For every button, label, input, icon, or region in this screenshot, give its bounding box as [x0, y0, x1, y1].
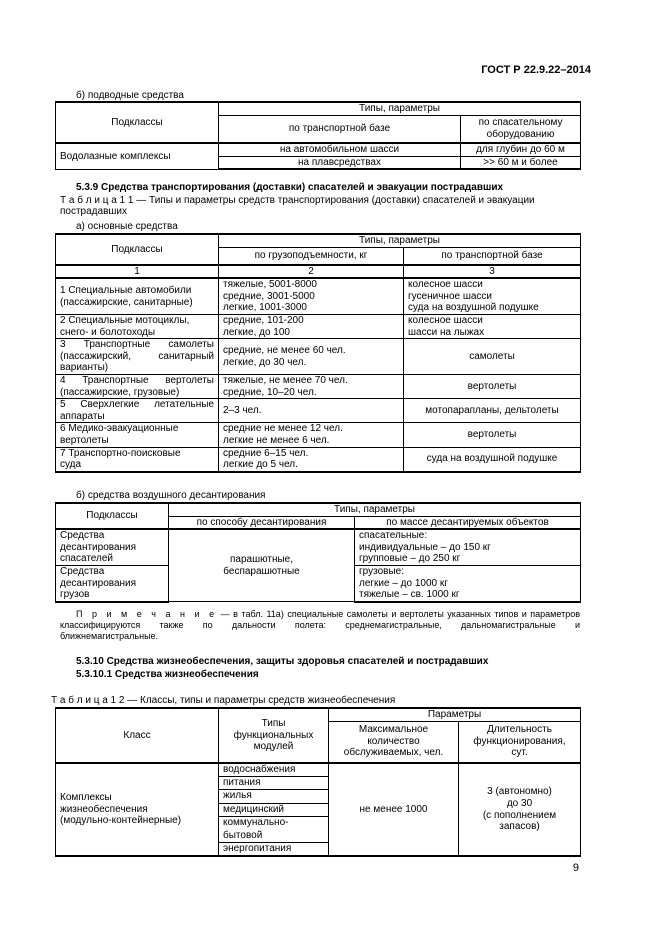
document-header: ГОСТ Р 22.9.22–2014	[481, 64, 591, 76]
cell-line: 1 Специальные автомобили	[60, 284, 192, 296]
cell-line: легкие, до 30 чел.	[223, 356, 307, 368]
cell-line: (модульно-контейнерные)	[60, 815, 182, 827]
table-row	[56, 374, 581, 398]
cell-line: средние не менее 12 чел.	[223, 423, 343, 435]
table-cell: на плавсредствах	[219, 156, 461, 169]
load-cell	[219, 339, 404, 375]
cell-line: Типы	[261, 717, 286, 729]
cell-line: Средства	[60, 530, 105, 542]
header-cell: Класс	[56, 708, 219, 763]
transport-table	[55, 233, 581, 473]
cell-line: вертолеты	[467, 380, 517, 392]
header-cell: по грузоподъемности, кг	[219, 247, 404, 265]
table-row	[56, 423, 581, 447]
table-row	[56, 314, 581, 338]
cell-line: колесное шасси	[408, 314, 483, 326]
note-line: ближнемагистральные.	[60, 630, 159, 641]
header-cell: по способу десантирования	[169, 516, 355, 529]
cell-line: легкие, 1001-3000	[223, 302, 307, 314]
cell-line: Комплексы	[60, 792, 112, 804]
table-title	[60, 195, 580, 217]
cell-line: количество	[367, 735, 420, 747]
header-cell: Подклассы	[56, 503, 169, 529]
header-cell: Типы, параметры	[219, 102, 581, 115]
cell-line: мотопарапланы, дельтолеты	[425, 404, 559, 416]
base-cell	[404, 314, 581, 338]
column-number: 1	[56, 265, 219, 279]
cell-line: парашютные,	[229, 554, 294, 566]
base-cell	[404, 278, 581, 314]
module-item: коммунально-бытовой	[219, 817, 328, 843]
table-cell: >> 60 м и более	[461, 156, 581, 169]
base-cell	[404, 374, 581, 398]
header-cell: по массе десантируемых объектов	[355, 516, 581, 529]
header-cell: Типы, параметры	[169, 503, 581, 516]
table-cell: не менее 1000	[329, 763, 459, 857]
cell-line: тяжелые, не менее 70 чел.	[223, 374, 348, 386]
header-cell: Подклассы	[56, 234, 219, 265]
row-name-cell	[56, 374, 219, 398]
cell-line: 2 Специальные мотоциклы,	[60, 314, 190, 326]
table-title-text: — Типы и параметры средств транспортирования (доставки) спасателей и эвакуации пострадавших	[60, 195, 535, 217]
row-name-cell	[56, 314, 219, 338]
table-row	[56, 278, 581, 314]
row-name-cell	[56, 399, 219, 423]
cell-line: 6 Медико-эвакуационные	[60, 423, 179, 435]
section-heading: 5.3.9 Средства транспортирования (доставки) спасателей и эвакуации пострадавших	[76, 182, 504, 193]
note-line	[76, 609, 580, 620]
module-item: энергопитания	[223, 843, 292, 855]
load-cell	[219, 423, 404, 447]
note	[76, 609, 580, 620]
row-name-cell	[56, 447, 219, 472]
cell-line: варианты)	[60, 362, 109, 374]
table-row	[56, 399, 581, 423]
module-item: водоснабжения	[219, 764, 328, 777]
module-item: жилья	[219, 790, 328, 803]
cell-line: грузовые:	[359, 565, 404, 577]
row-name-cell	[56, 278, 219, 314]
row-name-cell	[56, 423, 219, 447]
cell-line: вертолеты	[467, 429, 517, 441]
table-label: Т а б л и ц а 1 2	[51, 695, 125, 706]
cell-line: снего- и болотоходы	[60, 326, 156, 338]
cell-line: легкие не менее 6 чел.	[223, 434, 330, 446]
table-caption: а) основные средства	[76, 221, 178, 232]
cell-line: до 30	[506, 797, 533, 809]
cell-line: групповые – до 250 кг	[359, 553, 461, 565]
airdrop-table	[55, 502, 581, 603]
table-cell	[56, 763, 219, 857]
cell-line: тяжелые – св. 1000 кг	[359, 589, 460, 601]
cell-line: (пассажирский, санитарный	[60, 350, 214, 362]
cell-line: 3 Транспортные самолеты	[60, 339, 214, 351]
cell-line: Средства	[60, 565, 105, 577]
cell-line: шасси на лыжах	[408, 326, 485, 338]
cell-line: функциональных	[233, 729, 314, 741]
note-text: — в табл. 11а) специальные самолеты и вертолеты указанных типов и параметров	[217, 609, 580, 619]
row-name-cell	[56, 339, 219, 375]
section-heading: 5.3.10 Средства жизнеобеспечения, защиты здоровья спасателей и пострадавших	[76, 656, 489, 667]
cell-line: средние, 3001-5000	[223, 290, 315, 302]
cell-line: обслуживаемых, чел.	[343, 747, 444, 759]
header-cell: по транспортной базе	[404, 247, 581, 265]
table-row	[56, 339, 581, 375]
subsection-heading: 5.3.10.1 Средства жизнеобеспечения	[76, 669, 259, 680]
cell-line: аппараты	[60, 410, 105, 422]
table-cell	[169, 529, 355, 602]
table-cell	[459, 763, 581, 857]
cell-line: десантирования	[60, 541, 137, 553]
modules-list	[219, 764, 328, 856]
header-cell: по транспортной базе	[219, 115, 461, 143]
cell-line: легкие, до 100	[223, 326, 290, 338]
cell-line: легкие – до 1000 кг	[359, 577, 448, 589]
cell-line: суда	[60, 459, 82, 471]
base-cell	[404, 447, 581, 472]
cell-line: беспарашютные	[223, 565, 300, 577]
column-number: 3	[404, 265, 581, 279]
cell-line: средние, 10–20 чел.	[223, 386, 317, 398]
cell-line: запасов)	[499, 821, 540, 833]
cell-line: самолеты	[469, 350, 515, 362]
load-cell	[219, 314, 404, 338]
base-cell	[404, 339, 581, 375]
module-item: питания	[219, 777, 328, 790]
table-cell	[355, 565, 581, 601]
page-number: 9	[572, 862, 579, 874]
cell-line: легкие до 5 чел.	[223, 459, 298, 471]
table-title-text: — Классы, типы и параметры средств жизнеобеспечения	[124, 695, 396, 706]
table-cell	[56, 529, 169, 565]
table-cell: Водолазные комплексы	[56, 143, 219, 169]
cell-line: колесное шасси	[408, 279, 483, 291]
header-cell	[459, 721, 581, 763]
cell-line: тяжелые, 5001-8000	[223, 279, 317, 291]
load-cell	[219, 447, 404, 472]
header-cell	[219, 708, 329, 763]
table-cell	[355, 529, 581, 565]
cell-line: (пассажирские, грузовые)	[60, 386, 180, 398]
table-caption: б) средства воздушного десантирования	[76, 490, 266, 501]
base-cell	[404, 423, 581, 447]
modules-cell	[219, 763, 329, 857]
load-cell	[219, 374, 404, 398]
cell-line: Максимальное	[358, 724, 429, 736]
cell-line: Длительность	[487, 724, 552, 736]
header-cell: Параметры	[329, 708, 581, 721]
cell-line: средние, не менее 60 чел.	[223, 344, 346, 356]
cell-line: 7 Транспортно-поисковые	[60, 447, 181, 459]
cell-line: суда на воздушной подушке	[408, 302, 539, 314]
load-cell	[219, 278, 404, 314]
cell-line: средние, 101-200	[223, 314, 304, 326]
cell-line: спасательные:	[359, 530, 428, 542]
column-number: 2	[219, 265, 404, 279]
table-cell: для глубин до 60 м	[461, 143, 581, 156]
header-cell	[329, 721, 459, 763]
cell-line: суда на воздушной подушке	[426, 453, 558, 465]
header-cell: Подклассы	[56, 102, 219, 143]
cell-line: (пассажирские, санитарные)	[60, 296, 193, 308]
cell-line: индивидуальные – до 150 кг	[359, 541, 491, 553]
table-cell	[56, 565, 169, 601]
cell-line: функционирования,	[473, 735, 566, 747]
note-continuation	[60, 620, 580, 641]
cell-line: 2–3 чел.	[223, 404, 262, 416]
cell-line: 4 Транспортные вертолеты	[60, 374, 214, 386]
header-cell: по спасательному оборудованию	[461, 115, 581, 143]
note-line: классифицируются также по дальности полета: среднемагистральные, дальномагистральные и	[60, 620, 580, 630]
note-label: П р и м е ч а н и е	[76, 609, 218, 619]
table-cell: на автомобильном шасси	[219, 143, 461, 156]
cell-line: жизнеобеспечения	[60, 803, 148, 815]
cell-line: грузов	[60, 589, 90, 601]
cell-line: (с пополнением	[482, 809, 557, 821]
cell-line: гусеничное шасси	[408, 290, 493, 302]
base-cell	[404, 399, 581, 423]
table-title	[51, 695, 395, 706]
underwater-table	[55, 101, 581, 170]
cell-line: средние 6–15 чел.	[223, 447, 309, 459]
life-support-table	[55, 707, 581, 857]
header-cell: Типы, параметры	[219, 234, 581, 247]
cell-line: модулей	[253, 741, 294, 753]
table-caption: б) подводные средства	[76, 90, 184, 101]
table-row	[56, 447, 581, 472]
load-cell	[219, 399, 404, 423]
cell-line: 3 (автономно)	[487, 786, 552, 798]
cell-line: вертолеты	[60, 434, 109, 446]
cell-line: спасателей	[60, 553, 113, 565]
cell-line: десантирования	[60, 577, 137, 589]
cell-line: сут.	[511, 747, 528, 759]
table-label: Т а б л и ц а 1 1	[60, 195, 134, 206]
cell-line: 5 Сверхлегкие летательные	[60, 399, 214, 411]
module-item: медицинский	[219, 804, 328, 817]
